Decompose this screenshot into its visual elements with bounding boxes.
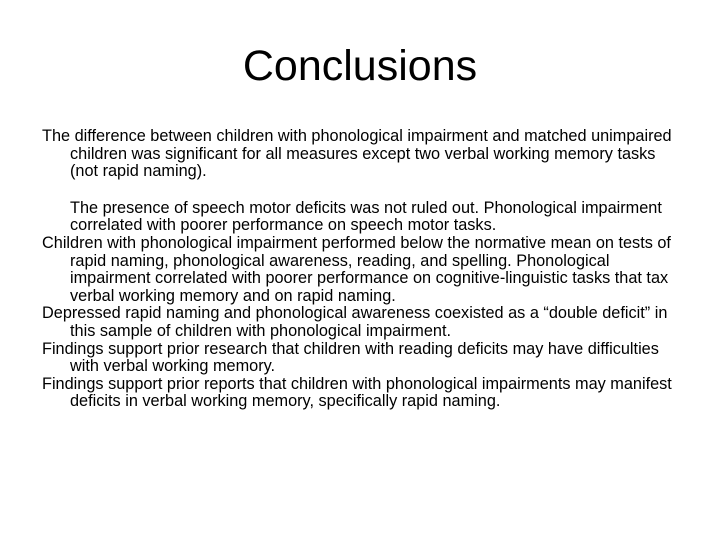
paragraph-double-deficit: Depressed rapid naming and phonological awareness coexisted as a “double deficit” in this sample of children with phonological impairment. [42, 304, 668, 340]
slide-title: Conclusions [242, 42, 478, 90]
paragraph-normative-performance: Children with phonological impairment performed below the normative mean on tests of rapid naming, phonological awareness, reading, and spelling. Phonological impairment correlated with poorer performance on cognitive-linguistic tasks that tax verbal working memory and on rapid naming. [42, 233, 671, 305]
paragraph-reading-deficits: Findings support prior research that children with reading deficits may have difficulties with verbal working memory. [42, 339, 659, 376]
paragraph-spacer [42, 181, 682, 200]
paragraph-group-difference: The difference between children with phonological impairment and matched unimpaired children was significant for all measures except two verbal working memory tasks (not rapid naming). [42, 127, 672, 181]
paragraph-rapid-naming: Findings support prior reports that children with phonological impairments may manifest deficits in verbal working memory, specifically rapid naming. [42, 374, 672, 411]
paragraph-speech-motor: The presence of speech motor deficits was not ruled out. Phonological impairment correlated with poorer performance on speech motor tasks. [70, 198, 662, 235]
slide-body [42, 128, 682, 411]
